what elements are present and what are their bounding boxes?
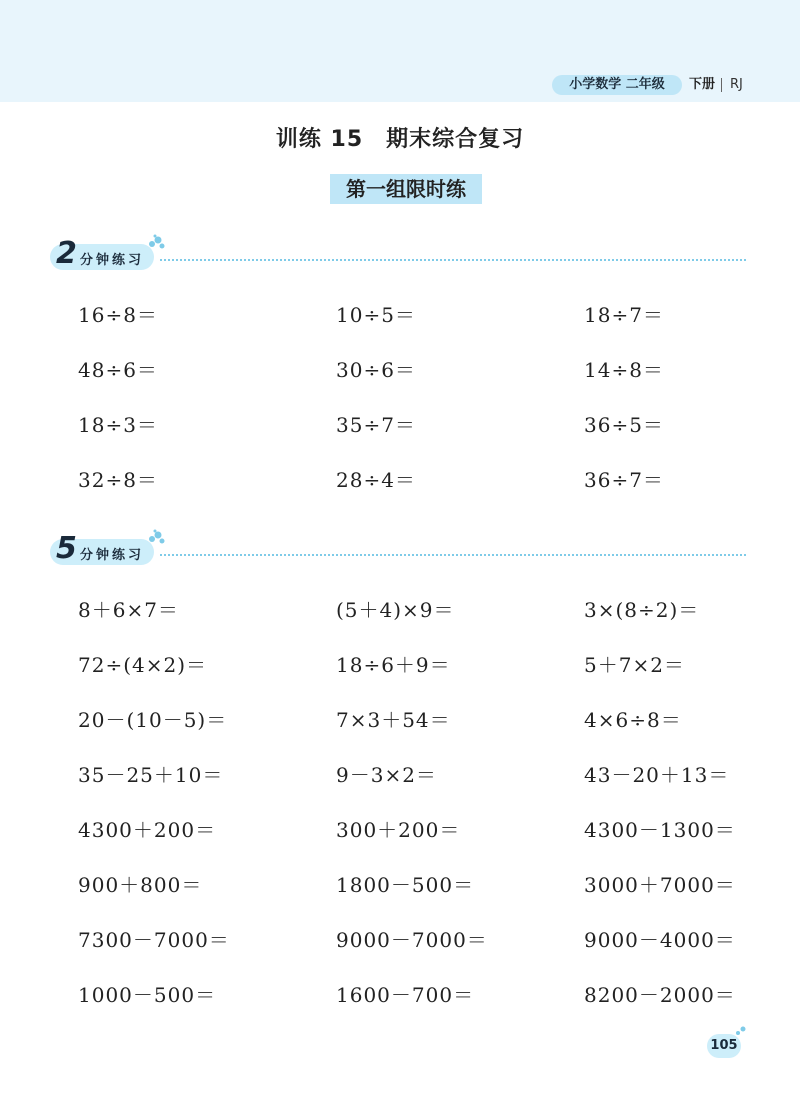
problem-item: 35－25＋10＝ bbox=[78, 763, 224, 787]
problem-item: 20－(10－5)＝ bbox=[78, 708, 228, 732]
problem-item: 4300－1300＝ bbox=[584, 818, 736, 842]
problem-item: 30÷6＝ bbox=[336, 358, 416, 382]
problem-item: 4×6÷8＝ bbox=[584, 708, 682, 732]
problem-item: 36÷7＝ bbox=[584, 468, 664, 492]
problem-item: 9000－4000＝ bbox=[584, 928, 736, 952]
splash-icon bbox=[146, 234, 166, 252]
header-divider bbox=[721, 78, 722, 92]
section-badge-5min bbox=[50, 531, 170, 569]
problem-item: 48÷6＝ bbox=[78, 358, 158, 382]
problem-item: 10÷5＝ bbox=[336, 303, 416, 327]
problem-item: 36÷5＝ bbox=[584, 413, 664, 437]
problem-item: 32÷8＝ bbox=[78, 468, 158, 492]
problem-item: (5＋4)×9＝ bbox=[336, 598, 455, 622]
problem-item: 72÷(4×2)＝ bbox=[78, 653, 208, 677]
problem-item: 9000－7000＝ bbox=[336, 928, 488, 952]
problem-item: 1000－500＝ bbox=[78, 983, 217, 1007]
problem-item: 18÷6＋9＝ bbox=[336, 653, 451, 677]
problem-item: 14÷8＝ bbox=[584, 358, 664, 382]
page-number: 105 bbox=[707, 1034, 741, 1058]
problem-item: 18÷3＝ bbox=[78, 413, 158, 437]
subject-grade-badge: 小学数学 二年级 bbox=[552, 75, 682, 95]
section-divider-dots bbox=[160, 259, 746, 261]
problem-item: 300＋200＝ bbox=[336, 818, 461, 842]
problem-item: 43－20＋13＝ bbox=[584, 763, 730, 787]
problem-item: 3000＋7000＝ bbox=[584, 873, 736, 897]
edition-label: RJ bbox=[730, 77, 743, 92]
badge-label: 分钟练习 bbox=[80, 253, 145, 268]
problem-item: 8＋6×7＝ bbox=[78, 598, 179, 622]
problem-item: 9－3×2＝ bbox=[336, 763, 437, 787]
problem-item: 3×(8÷2)＝ bbox=[584, 598, 700, 622]
splash-icon bbox=[734, 1024, 748, 1038]
section-divider-dots bbox=[160, 554, 746, 556]
problem-item: 4300＋200＝ bbox=[78, 818, 217, 842]
problem-item: 18÷7＝ bbox=[584, 303, 664, 327]
problem-item: 8200－2000＝ bbox=[584, 983, 736, 1007]
badge-label: 分钟练习 bbox=[80, 548, 145, 563]
splash-icon bbox=[146, 529, 166, 547]
problem-item: 1800－500＝ bbox=[336, 873, 475, 897]
problem-item: 35÷7＝ bbox=[336, 413, 416, 437]
group-title: 第一组限时练 bbox=[330, 174, 482, 204]
section-badge-2min bbox=[50, 236, 170, 274]
problem-item: 28÷4＝ bbox=[336, 468, 416, 492]
problem-item: 900＋800＝ bbox=[78, 873, 203, 897]
badge-minutes: 2 bbox=[56, 236, 77, 271]
problem-item: 1600－700＝ bbox=[336, 983, 475, 1007]
problem-item: 5＋7×2＝ bbox=[584, 653, 685, 677]
lesson-title: 训练 15 期末综合复习 bbox=[275, 127, 525, 152]
problem-item: 7×3＋54＝ bbox=[336, 708, 451, 732]
badge-minutes: 5 bbox=[56, 531, 77, 566]
problem-item: 7300－7000＝ bbox=[78, 928, 230, 952]
volume-label: 下册 bbox=[689, 77, 716, 92]
problem-item: 16÷8＝ bbox=[78, 303, 158, 327]
